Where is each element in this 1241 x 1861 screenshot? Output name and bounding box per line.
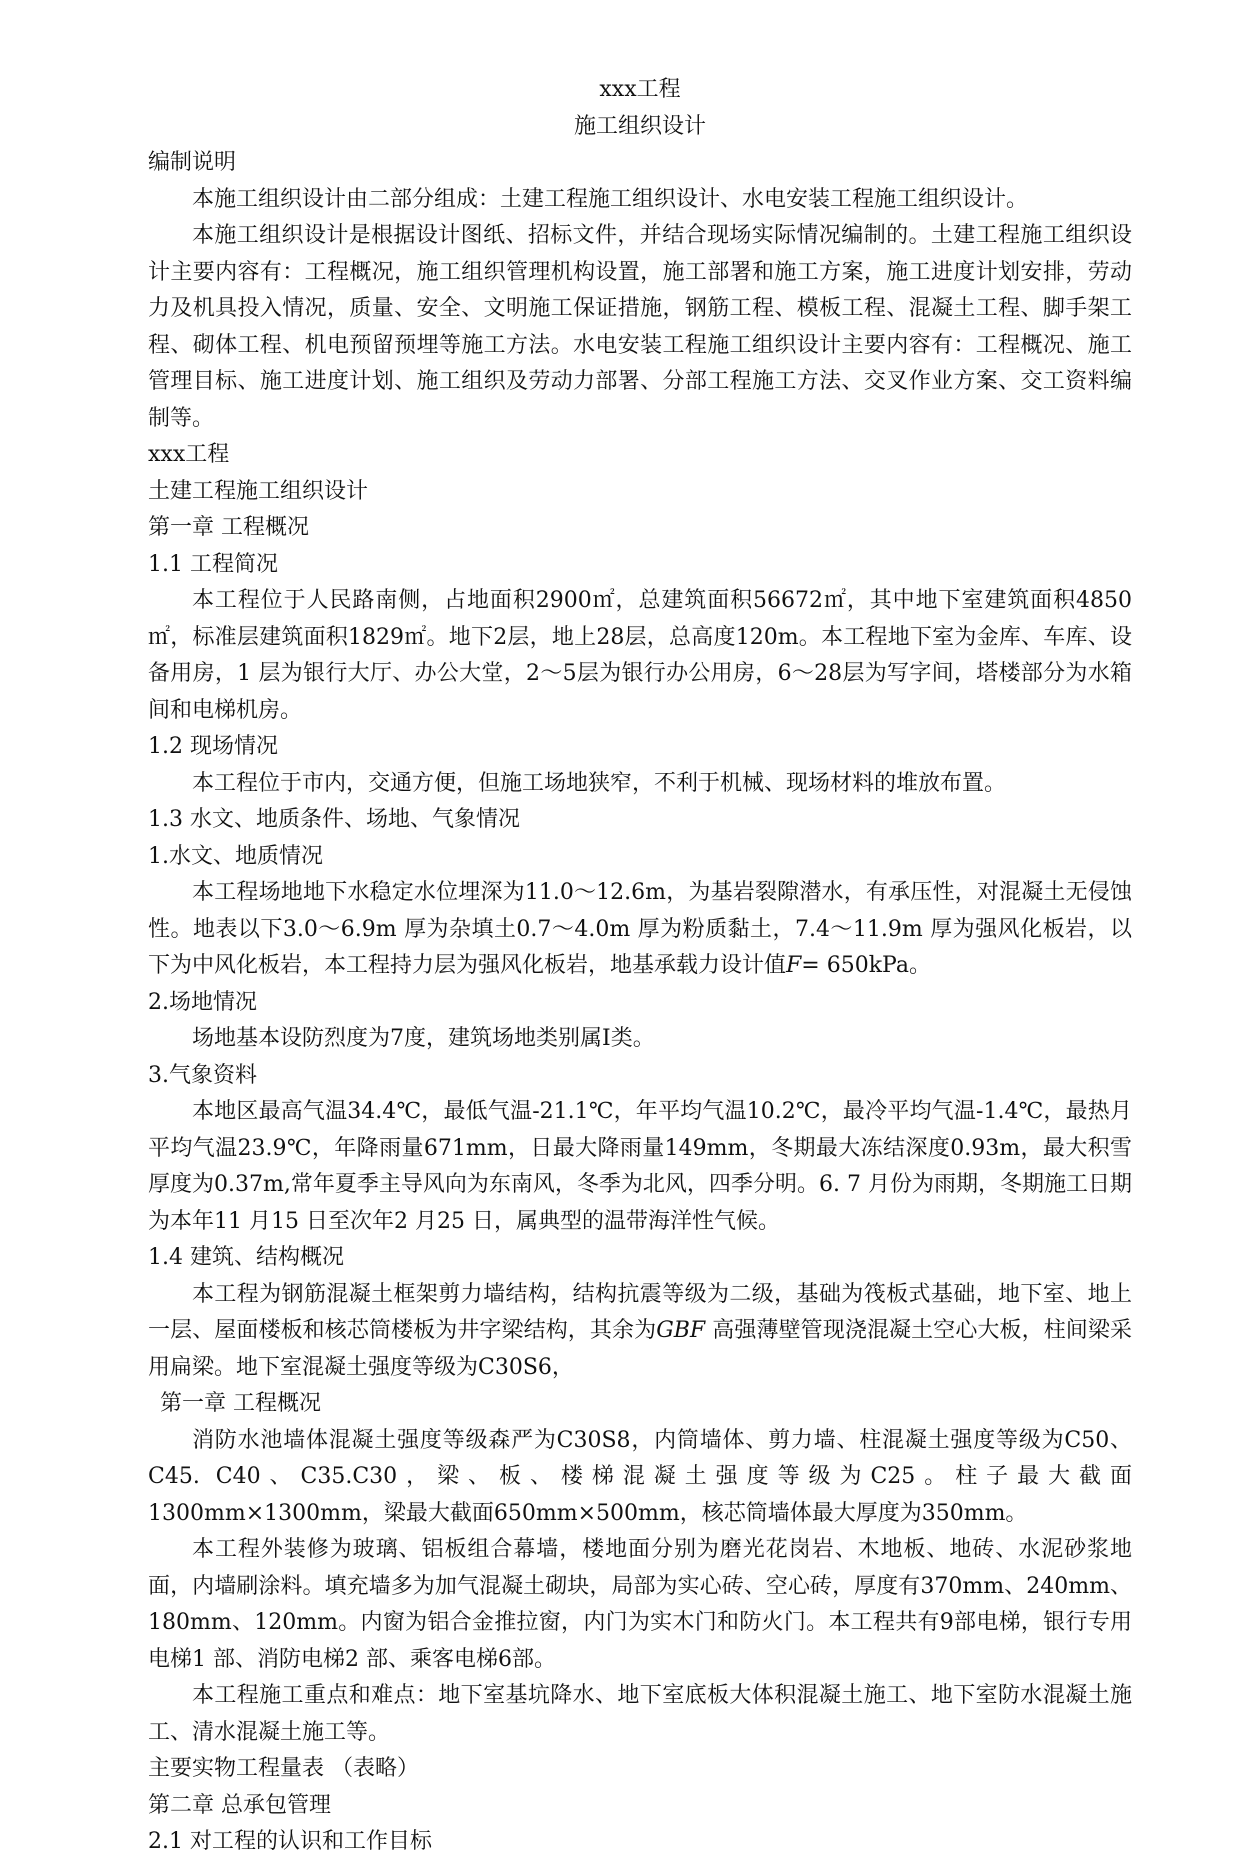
subheading-site: 2.场地情况 — [148, 989, 257, 1015]
paragraph-structure-1 — [148, 1277, 1132, 1387]
paragraph-hydro-text: 本工程场地地下水稳定水位埋深为11.0～12.6m，为基岩裂隙潜水，有承压性，对混凝土无侵蚀性。地表以下3.0～6.9m 厚为杂填土0.7～4.0m 厚为粉质黏土，7.4～11.9m 厚为强风化板岩，以下为中风化板岩，本工程持力层为强风化板岩，地基承载力设计值 — [148, 880, 1132, 978]
document-title: 施工组织设计 — [573, 113, 706, 139]
paragraph-weather: 本地区最高气温34.4℃，最低气温-21.1℃，年平均气温10.2℃，最冷平均气温-1.4℃，最热月平均气温23.9℃，年降雨量671mm，日最大降雨量149mm，冬期最大冻结深度0.93m，最大积雪厚度为0.37m,常年夏季主导风向为东南风，冬季为北风，四季分明。6. 7 月份为雨期，冬期施工日期为本年11 月15 日至次年2 月25 日，属典型的温带海洋性气候。 — [148, 1099, 1132, 1234]
chapter-heading-1: 第一章 工程概况 — [148, 515, 309, 540]
paragraph-structure-2: 消防水池墙体混凝土强度等级森严为C30S8，内筒墙体、剪力墙、柱混凝土强度等级为C50、C45. C40、C35.C30，梁、板、楼梯混凝土强度等级为C25。柱子最大截面1300mm×1300mm，梁最大截面650mm×500mm，核芯筒墙体最大厚度为350mm。 — [148, 1427, 1132, 1526]
paragraph-site: 场地基本设防烈度为7度，建筑场地类别属Ⅰ类。 — [192, 1026, 655, 1051]
document-title-project: xxx工程 — [599, 77, 681, 102]
paragraph-hydro-value: = 650kPa。 — [801, 953, 931, 978]
heading-civil-design: 土建工程施工组织设计 — [148, 478, 369, 504]
paragraph-structure-text-b: 高强薄壁管现浇混凝土空心大板，柱间梁采用扁梁。地下室混凝土强度等级为C30S6， — [148, 1318, 1132, 1380]
subheading-weather: 3.气象资料 — [148, 1062, 257, 1088]
symbol-f: F — [786, 953, 802, 978]
subheading-hydro-geology: 1.水文、地质情况 — [148, 843, 323, 869]
term-gbf: GBF — [656, 1318, 706, 1343]
heading-project: xxx工程 — [148, 442, 230, 467]
paragraph-structure-text-a: 本工程为钢筋混凝土框架剪力墙结构，结构抗震等级为二级，基础为筏板式基础，地下室、地上一层、屋面楼板和核芯筒楼板为井字梁结构，其余为 — [148, 1281, 1132, 1343]
paragraph-1-2: 本工程位于市内，交通方便，但施工场地狭窄，不利于机械、现场材料的堆放布置。 — [192, 770, 1007, 796]
heading-quantity-table: 主要实物工程量表 （表略） — [148, 1756, 419, 1781]
chapter-heading-1-repeat: 第一章 工程概况 — [160, 1391, 321, 1416]
section-heading-2-1: 2.1 对工程的认识和工作目标 — [148, 1829, 432, 1854]
section-heading-prep: 编制说明 — [148, 150, 237, 175]
paragraph-structure-3: 本工程外装修为玻璃、铝板组合幕墙，楼地面分别为磨光花岗岩、木地板、地砖、水泥砂浆地面，内墙刷涂料。填充墙多为加气混凝土砌块，局部为实心砖、空心砖，厚度有370mm、240mm、180mm、120mm。内窗为铝合金推拉窗，内门为实木门和防火门。本工程共有9部电梯，银行专用电梯1 部、消防电梯2 部、乘客电梯6部。 — [148, 1537, 1132, 1672]
paragraph-hydro-geology — [148, 875, 1132, 985]
paragraph-prep-2: 本施工组织设计是根据设计图纸、招标文件，并结合现场实际情况编制的。土建工程施工组织设计主要内容有：工程概况，施工组织管理机构设置，施工部署和施工方案，施工进度计划安排，劳动力及机具投入情况，质量、安全、文明施工保证措施，钢筋工程、模板工程、混凝土工程、脚手架工程、砌体工程、机电预留预埋等施工方法。水电安装工程施工组织设计主要内容有：工程概况、施工管理目标、施工进度计划、施工组织及劳动力部署、分部工程施工方法、交叉作业方案、交工资料编制等。 — [148, 223, 1132, 431]
paragraph-structure-4: 本工程施工重点和难点：地下室基坑降水、地下室底板大体积混凝土施工、地下室防水混凝土施工、清水混凝土施工等。 — [148, 1683, 1132, 1745]
paragraph-1-1: 本工程位于人民路南侧，占地面积2900㎡，总建筑面积56672㎡，其中地下室建筑面积4850㎡，标准层建筑面积1829㎡。地下2层，地上28层，总高度120m。本工程地下室为金库、车库、设备用房，1 层为银行大厅、办公大堂，2～5层为银行办公用房，6～28层为写字间，塔楼部分为水箱间和电梯机房。 — [148, 588, 1132, 723]
document-page — [148, 72, 1132, 1861]
section-heading-1-1: 1.1 工程简况 — [148, 551, 278, 577]
section-heading-1-3: 1.3 水文、地质条件、场地、气象情况 — [148, 807, 520, 832]
section-heading-1-4: 1.4 建筑、结构概况 — [148, 1245, 344, 1270]
chapter-heading-2: 第二章 总承包管理 — [148, 1792, 331, 1818]
section-heading-1-2: 1.2 现场情况 — [148, 734, 278, 759]
paragraph-prep-1: 本施工组织设计由二部分组成：土建工程施工组织设计、水电安装工程施工组织设计。 — [192, 186, 1029, 212]
